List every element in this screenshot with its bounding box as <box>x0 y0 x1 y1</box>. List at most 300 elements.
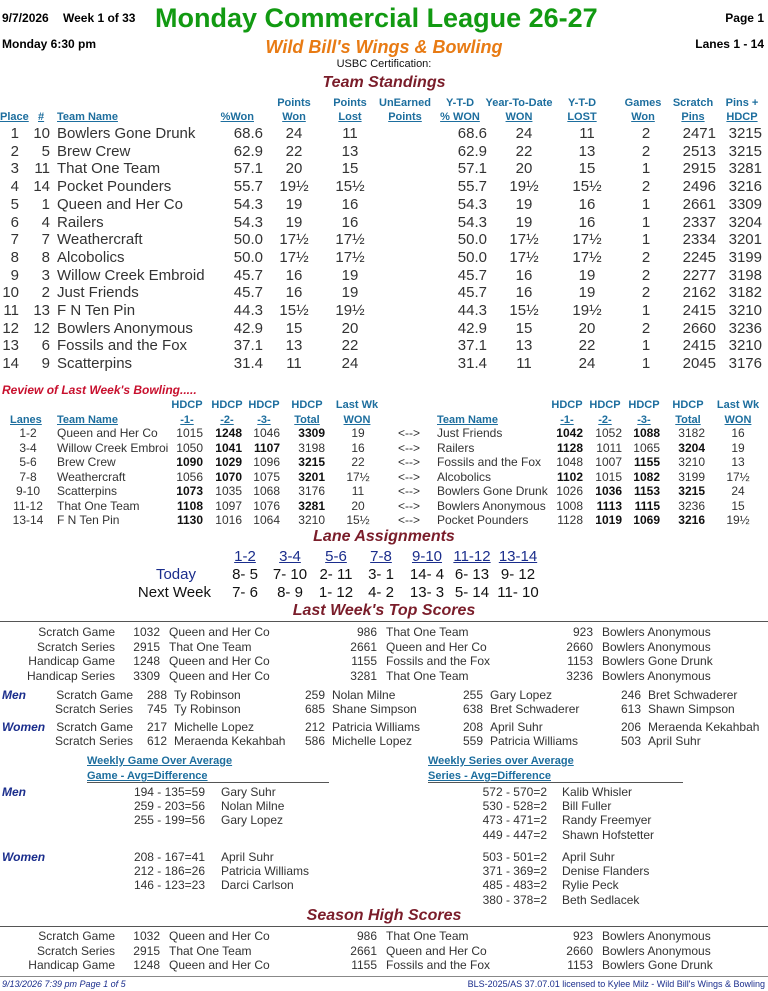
points-won: 11 <box>286 355 302 373</box>
lanes-pair: 9-10 <box>15 484 41 498</box>
points-won: 19 <box>285 195 303 213</box>
versus-arrow: <--> <box>397 469 420 484</box>
pins-hdcp: 3199 <box>728 248 762 266</box>
today-assignment: 7- 10 <box>272 566 308 583</box>
place: 14 <box>2 355 19 373</box>
last-week-won: 22 <box>351 455 365 469</box>
hdcp-score: 1070 <box>215 469 242 484</box>
bowler-name: Michelle Lopez <box>332 734 413 748</box>
bowler-name: April Suhr <box>648 734 701 748</box>
score: 923 <box>572 625 593 639</box>
team-name: Queen and Her Co <box>169 625 270 639</box>
team-number: 2 <box>41 284 50 302</box>
scratch-pins: 2660 <box>682 319 716 337</box>
team-number: 3 <box>41 266 50 284</box>
bowler-name: Bret Schwaderer <box>490 702 580 716</box>
col-header-g3: HDCP <box>248 399 280 411</box>
category-label: Scratch Series <box>54 702 133 716</box>
bowler-name: Nolan Milne <box>332 688 396 702</box>
scratch-pins: 2277 <box>682 266 716 284</box>
team-number: 1 <box>41 195 50 213</box>
lanes-pair: 11-12 <box>13 498 43 513</box>
team-name: Weathercraft <box>57 469 126 484</box>
col-header-team-name: Team Name <box>437 414 498 426</box>
hdcp-score: 3215 <box>298 455 325 469</box>
divider <box>87 782 329 783</box>
series-over-average-calc: 380 - 378=2 <box>482 892 547 907</box>
next-week-assignment: 13- 3 <box>409 584 445 601</box>
score: 2661 <box>350 943 377 958</box>
pct-won: 55.7 <box>233 178 263 196</box>
hdcp-score: 1082 <box>633 469 660 484</box>
place: 12 <box>2 319 19 337</box>
next-week-assignment: 11- 10 <box>497 584 539 601</box>
col-header-ytd-pct-won: % WON <box>440 111 480 123</box>
bowler-name: Beth Sedlacek <box>562 892 640 907</box>
category-label: Scratch Series <box>36 943 115 958</box>
team-name: Queen and Her Co <box>169 668 270 683</box>
score: 2660 <box>566 639 593 654</box>
score: 246 <box>620 688 641 702</box>
points-lost: 15½ <box>335 178 365 196</box>
pins-hdcp: 3215 <box>728 142 762 160</box>
place: 6 <box>10 213 19 231</box>
hdcp-score: 1019 <box>595 513 622 527</box>
ytd-pct-won: 68.6 <box>457 125 487 142</box>
score: 986 <box>356 625 377 639</box>
category-label: Scratch Series <box>54 734 133 748</box>
place: 11 <box>3 302 19 319</box>
pins-hdcp: 3215 <box>728 125 762 142</box>
score: 923 <box>572 929 593 943</box>
bowler-name: April Suhr <box>221 850 274 864</box>
series-over-average-calc: 473 - 471=2 <box>482 813 547 828</box>
versus-arrow: <--> <box>397 440 420 455</box>
col-header-g3: -3- <box>257 414 271 426</box>
pct-won: 54.3 <box>233 213 263 231</box>
points-lost: 22 <box>341 337 359 355</box>
bowler-name: Michelle Lopez <box>174 720 255 734</box>
team-name: Bowlers Anonymous <box>602 639 711 654</box>
team-name: Bowlers Anonymous <box>57 319 193 337</box>
games-won: 1 <box>641 160 651 178</box>
category-label: Handicap Series <box>26 668 115 683</box>
game-over-average-subtitle: Game - Avg=Difference <box>87 770 208 782</box>
team-number: 10 <box>33 125 50 142</box>
team-name: Brew Crew <box>57 142 131 160</box>
hdcp-score: 1048 <box>556 455 583 469</box>
today-label: Today <box>155 566 196 583</box>
team-name: Willow Creek Embroid <box>57 266 205 284</box>
place: 10 <box>2 284 19 302</box>
col-header-ytd-lost: LOST <box>567 111 597 123</box>
bowler-name: Randy Freemyer <box>562 813 652 828</box>
team-name: That One Team <box>169 639 252 654</box>
hdcp-score: 1036 <box>595 484 622 498</box>
lanes-pair: 3-4 <box>19 440 37 455</box>
bowler-name: Gary Lopez <box>221 813 284 828</box>
hdcp-score: 1248 <box>215 426 242 440</box>
pins-hdcp: 3236 <box>728 319 762 337</box>
points-lost: 20 <box>341 319 359 337</box>
game-over-average-calc: 194 - 135=59 <box>133 785 205 799</box>
games-won: 1 <box>641 355 651 373</box>
col-header-total: HDCP <box>291 399 323 411</box>
points-lost: 19 <box>341 266 359 284</box>
category-label: Scratch Game <box>56 688 133 702</box>
games-won: 2 <box>641 266 651 284</box>
team-name: That One Team <box>57 498 140 513</box>
score: 217 <box>146 720 167 734</box>
ytd-pct-won: 45.7 <box>457 284 487 302</box>
lanes-range: Lanes 1 - 14 <box>695 37 764 51</box>
bowler-name: Patricia Williams <box>490 734 579 748</box>
points-won: 15½ <box>279 302 309 319</box>
page-label: Page 1 <box>725 11 764 25</box>
ytd-pct-won: 42.9 <box>457 319 487 337</box>
bowler-name: Meraenda Kekahbah <box>174 734 286 748</box>
bowler-name: Ty Robinson <box>174 688 241 702</box>
next-week-assignment: 1- 12 <box>318 584 354 601</box>
ytd-won: 19 <box>515 213 533 231</box>
hdcp-score: 1007 <box>595 455 622 469</box>
team-name: Just Friends <box>57 284 139 302</box>
ytd-pct-won: 50.0 <box>457 231 487 249</box>
last-week-won: 11 <box>351 484 365 498</box>
col-header-g1: HDCP <box>171 399 203 411</box>
points-lost: 17½ <box>335 231 365 249</box>
hdcp-score: 3281 <box>298 498 325 513</box>
ytd-won: 15½ <box>509 302 539 319</box>
points-lost: 13 <box>341 142 359 160</box>
review-title: Review of Last Week's Bowling..... <box>2 383 197 397</box>
col-header-games-won: Games <box>624 97 662 109</box>
last-week-won: 24 <box>731 484 745 498</box>
ytd-pct-won: 54.3 <box>457 195 487 213</box>
bowler-name: Shane Simpson <box>332 702 417 716</box>
col-header-g1: HDCP <box>551 399 583 411</box>
hdcp-score: 1056 <box>176 469 203 484</box>
bowler-name: Bill Fuller <box>562 799 612 814</box>
team-name: Weathercraft <box>57 231 143 249</box>
bowler-name: Kalib Whisler <box>562 785 633 799</box>
team-name: Railers <box>57 213 104 231</box>
hdcp-score: 3210 <box>298 513 325 527</box>
team-name: That One Team <box>57 160 161 178</box>
last-week-won: 19½ <box>726 513 750 527</box>
ytd-lost: 17½ <box>572 231 602 249</box>
series-over-average-calc: 503 - 501=2 <box>482 850 547 864</box>
team-name: Fossils and the Fox <box>386 958 491 972</box>
divider <box>0 621 768 622</box>
bowler-name: Rylie Peck <box>562 878 619 893</box>
hdcp-score: 1042 <box>556 426 583 440</box>
ytd-lost: 24 <box>578 355 596 373</box>
team-name: Queen and Her Co <box>169 958 270 972</box>
last-week-won: 20 <box>351 498 365 513</box>
col-header-team-name: Team Name <box>57 111 118 123</box>
score: 3281 <box>350 668 377 683</box>
col-header-points-won: Points <box>277 97 311 109</box>
scratch-pins: 2337 <box>682 213 716 231</box>
score: 208 <box>462 720 483 734</box>
points-won: 22 <box>285 142 303 160</box>
score: 1153 <box>567 654 593 668</box>
hdcp-score: 1073 <box>176 484 203 498</box>
hdcp-score: 1046 <box>253 426 280 440</box>
bowler-name: Patricia Williams <box>221 864 310 879</box>
game-over-average-title: Weekly Game Over Average <box>87 755 233 767</box>
ytd-won: 19½ <box>509 178 539 196</box>
team-name: Fossils and the Fox <box>57 337 188 355</box>
category-label: Scratch Game <box>56 720 133 734</box>
col-header-lastwk: Last Wk <box>716 399 760 411</box>
divider <box>0 926 768 927</box>
score: 3236 <box>566 668 593 683</box>
hdcp-score: 3176 <box>298 484 325 498</box>
place: 5 <box>10 195 19 213</box>
hdcp-score: 1115 <box>634 498 660 513</box>
league-title: Monday Commercial League 26-27 <box>155 3 598 33</box>
ytd-pct-won: 62.9 <box>457 142 487 160</box>
hdcp-score: 1102 <box>556 469 583 484</box>
team-name: Bowlers Gone Drunk <box>602 958 713 972</box>
col-header-g2: -2- <box>598 414 612 426</box>
col-header-g3: HDCP <box>628 399 660 411</box>
score: 1155 <box>351 654 377 668</box>
hdcp-score: 1064 <box>253 513 280 527</box>
games-won: 1 <box>641 195 651 213</box>
team-name: Bowlers Gone Drunk <box>602 654 713 668</box>
ytd-won: 19 <box>515 195 533 213</box>
place: 13 <box>2 337 19 355</box>
certification: USBC Certification: <box>336 58 432 70</box>
hdcp-score: 1008 <box>556 498 583 513</box>
ytd-lost: 11 <box>579 125 595 142</box>
standings-title: Team Standings <box>322 74 446 91</box>
team-name: Bowlers Gone Drunk <box>437 484 548 498</box>
team-name: Queen and Her Co <box>169 654 270 668</box>
next-week-assignment: 4- 2 <box>368 584 394 601</box>
team-number: 9 <box>41 355 50 373</box>
col-header-ytd-pct-won: Y-T-D <box>445 97 475 109</box>
game-over-average-calc: 259 - 203=56 <box>133 799 205 814</box>
lane-pair-header: 5-6 <box>325 548 347 565</box>
place: 4 <box>10 178 19 196</box>
scratch-pins: 2496 <box>682 178 716 196</box>
games-won: 1 <box>641 337 651 355</box>
scratch-pins: 2415 <box>682 337 716 355</box>
bowler-name: April Suhr <box>490 720 543 734</box>
hdcp-score: 1128 <box>556 440 583 455</box>
lanes-pair: 7-8 <box>19 469 37 484</box>
col-header-lastwk: WON <box>343 414 371 426</box>
scratch-pins: 2915 <box>682 160 716 178</box>
hdcp-score: 1016 <box>215 513 242 527</box>
today-assignment: 8- 5 <box>232 566 258 583</box>
last-week-won: 19 <box>731 440 745 455</box>
next-week-assignment: 8- 9 <box>277 584 303 601</box>
team-number: 8 <box>41 248 50 266</box>
hdcp-score: 3198 <box>298 440 325 455</box>
col-header-g2: HDCP <box>589 399 621 411</box>
lanes-pair: 13-14 <box>12 513 44 527</box>
team-number: 11 <box>34 160 50 178</box>
last-week-won: 17½ <box>346 469 370 484</box>
game-over-average-calc: 255 - 199=56 <box>133 813 205 828</box>
next-week-assignment: 7- 6 <box>232 584 258 601</box>
score: 1248 <box>133 958 160 972</box>
divider <box>428 782 683 783</box>
team-name: Scatterpins <box>57 484 118 498</box>
ytd-lost: 17½ <box>572 248 602 266</box>
top-scores-title: Last Week's Top Scores <box>292 602 476 619</box>
season-high-title: Season High Scores <box>306 907 462 924</box>
team-name: Queen and Her Co <box>169 929 270 943</box>
col-header-pins-hdcp: HDCP <box>726 111 758 123</box>
points-won: 13 <box>285 337 303 355</box>
team-name: Alcobolics <box>57 248 125 266</box>
series-over-average-calc: 530 - 528=2 <box>482 799 547 814</box>
category-label: Scratch Game <box>38 929 115 943</box>
team-name: Bowlers Anonymous <box>602 668 711 683</box>
games-won: 2 <box>641 125 651 142</box>
score: 986 <box>356 929 377 943</box>
pct-won: 31.4 <box>233 355 263 373</box>
next-week-assignment: 5- 14 <box>454 584 490 601</box>
hdcp-score: 1090 <box>176 455 203 469</box>
points-won: 17½ <box>279 231 309 249</box>
week-label: Week 1 of 33 <box>63 11 136 25</box>
scratch-pins: 2661 <box>682 195 716 213</box>
col-header-lastwk: WON <box>724 414 752 426</box>
series-over-average-calc: 485 - 483=2 <box>482 878 547 893</box>
pins-hdcp: 3281 <box>728 160 762 178</box>
team-number: 7 <box>41 231 50 249</box>
games-won: 2 <box>641 284 651 302</box>
pct-won: 45.7 <box>233 266 263 284</box>
pins-hdcp: 3210 <box>728 337 762 355</box>
lane-pair-header: 9-10 <box>411 548 443 565</box>
team-name: Railers <box>437 440 475 455</box>
ytd-lost: 19 <box>578 266 596 284</box>
hdcp-score: 1026 <box>556 484 583 498</box>
points-won: 15 <box>285 319 303 337</box>
col-header-g1: -1- <box>560 414 574 426</box>
ytd-lost: 20 <box>578 319 596 337</box>
footer-divider <box>0 976 768 977</box>
score: 212 <box>304 720 325 734</box>
bowler-name: Patricia Williams <box>332 720 421 734</box>
ytd-pct-won: 44.3 <box>457 302 487 319</box>
game-over-average-calc: 146 - 123=23 <box>133 878 205 893</box>
last-week-won: 16 <box>731 426 745 440</box>
hdcp-score: 1011 <box>596 440 622 455</box>
versus-arrow: <--> <box>397 513 420 527</box>
col-header-points-lost: Lost <box>338 111 362 123</box>
bowler-name: Darci Carlson <box>221 878 294 893</box>
col-header-unearned-points: Points <box>388 111 422 123</box>
ytd-won: 22 <box>515 142 533 160</box>
col-header-total: Total <box>294 414 320 426</box>
versus-arrow: <--> <box>397 498 420 513</box>
series-over-average-title: Weekly Series over Average <box>428 755 574 767</box>
ytd-lost: 22 <box>578 337 596 355</box>
team-number: 4 <box>41 213 50 231</box>
score: 1153 <box>567 958 593 972</box>
hdcp-score: 1041 <box>215 440 242 455</box>
col-header-team-name: Team Name <box>57 414 118 426</box>
col-header-pct-won: %Won <box>220 111 254 123</box>
last-week-won: 19 <box>351 426 365 440</box>
score: 613 <box>620 702 641 716</box>
hdcp-score: 1088 <box>633 426 660 440</box>
team-name: Just Friends <box>437 426 503 440</box>
hdcp-score: 1076 <box>253 498 280 513</box>
pins-hdcp: 3216 <box>728 178 762 196</box>
hdcp-score: 1068 <box>253 484 280 498</box>
venue-name: Wild Bill's Wings & Bowling <box>265 37 503 57</box>
hdcp-score: 3216 <box>678 513 705 527</box>
points-lost: 19½ <box>335 302 365 319</box>
last-week-won: 16 <box>351 440 365 455</box>
pins-hdcp: 3309 <box>728 195 762 213</box>
score: 259 <box>304 688 325 702</box>
next-week-label: Next Week <box>137 584 211 601</box>
bowler-name: Meraenda Kekahbah <box>648 720 760 734</box>
col-header-g3: -3- <box>637 414 651 426</box>
ytd-pct-won: 45.7 <box>457 266 487 284</box>
team-name: That One Team <box>386 929 469 943</box>
hdcp-score: 1108 <box>176 498 203 513</box>
hdcp-score: 3309 <box>298 426 325 440</box>
ytd-pct-won: 31.4 <box>457 355 487 373</box>
series-over-average-calc: 449 - 447=2 <box>482 827 547 842</box>
last-week-won: 15½ <box>346 513 370 527</box>
col-header-number: # <box>38 111 45 123</box>
ytd-lost: 19½ <box>572 302 602 319</box>
ytd-pct-won: 54.3 <box>457 213 487 231</box>
score: 503 <box>620 734 641 748</box>
points-lost: 17½ <box>335 248 365 266</box>
col-header-scratch-pins: Pins <box>681 111 705 123</box>
points-won: 19½ <box>279 178 309 196</box>
bowler-name: Shawn Simpson <box>648 702 735 716</box>
pct-won: 57.1 <box>233 160 263 178</box>
team-name: Fossils and the Fox <box>437 455 542 469</box>
games-won: 1 <box>641 213 651 231</box>
team-name: Queen and Her Co <box>386 639 487 654</box>
game-over-average-calc: 208 - 167=41 <box>133 850 205 864</box>
points-won: 20 <box>285 160 303 178</box>
pct-won: 54.3 <box>233 195 263 213</box>
team-name: F N Ten Pin <box>57 302 136 319</box>
score: 1032 <box>133 929 160 943</box>
last-week-won: 17½ <box>726 469 750 484</box>
series-over-average-subtitle: Series - Avg=Difference <box>428 770 551 782</box>
ytd-won: 20 <box>515 160 533 178</box>
team-name: Bowlers Anonymous <box>602 929 711 943</box>
hdcp-score: 1065 <box>633 440 660 455</box>
hdcp-score: 1015 <box>176 426 203 440</box>
team-name: Pocket Pounders <box>437 513 529 527</box>
pct-won: 42.9 <box>233 319 263 337</box>
team-name: Bowlers Gone Drunk <box>57 125 196 142</box>
points-won: 24 <box>285 125 303 142</box>
points-won: 19 <box>285 213 303 231</box>
col-header-ytd-won: WON <box>505 111 533 123</box>
games-won: 1 <box>641 231 651 249</box>
